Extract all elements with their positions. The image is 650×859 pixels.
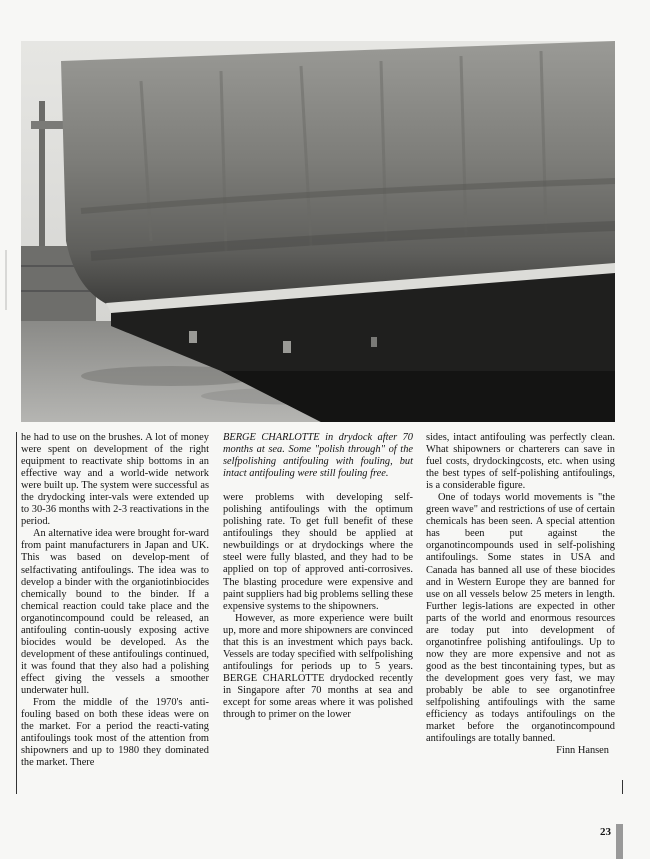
paragraph: One of todays world movements is "the green wave" and restrictions of use of certain chemicals has been seen. A special attention has been put against the organotincompounds used in self-polishing antifoulings. Some states in USA and Canada has banned all use of these biocides and in Western Europe they are banned for use on all vessels below 25 meters in length. Further legis-lations are expected in other parts of the world and enormous resources are today put into development of organotinfree polishing antifoulings. Up to now they are more expensive and not as good as the best tincontaining types, but as the development goes very fast, we may probably be able to see organotinfree selfpolishing antifoulings with the same efficiency as todays antifoulings on the market before the organotincompound antifoulings are totally banned. xyxy=(426,492,615,745)
page-tab-marker xyxy=(616,824,623,859)
page-number: 23 xyxy=(600,826,611,838)
page-edge-mark xyxy=(5,250,7,310)
column-2 xyxy=(223,432,413,721)
paragraph: From the middle of the 1970's anti-fouling based on both these ideas were on the market. For a period the reacti-vating antifoulings took most of the attention from shipowners and up to 1980 they dominated the market. There xyxy=(21,697,209,769)
column-1 xyxy=(21,432,209,769)
ship-hull-illustration xyxy=(21,41,615,422)
paragraph: sides, intact antifouling was perfectly clean. What shipowners or charterers can save in fuel costs, drydockingcosts, etc. when using the best types of self-polishing antifoulings, is a considerable figure. xyxy=(426,432,615,492)
paragraph: An alternative idea were brought for-ward from paint manufacturers in Japan and UK. This was based on develop-ment of selfactivating antifoulings. The idea was to develop a binder with the organiotinbiocides chemically bound to the binder. If a chemical reaction could take place and the organotincompound could be released, an antifouling contin-uously exposing active biocides would be developed. As the development of these antifoulings continued, it was found that they also had a polishing effect giving the vessels a smoother underwater hull. xyxy=(21,528,209,696)
paragraph: he had to use on the brushes. A lot of money were spent on development of the right equipment to reactivate ship bottoms in an effective way and a world-wide network were built up. The system were successful as the drydocking inter-vals were extended up to 30-36 months with 2-3 reactivations in the period. xyxy=(21,432,209,528)
paragraph: However, as more experience were built up, more and more shipowners are convinced that this is an investment which pays back. Vessels are today specified with selfpolishing antifoulings for periods up to 5 years. BERGE CHARLOTTE drydocked recently in Singapore after 70 months at sea and except for some areas where it was polished through to primer on the lower xyxy=(223,612,413,721)
paragraph: were problems with developing self-polishing antifoulings with the optimum polishing rate. To get full benefit of these antifoulings they should be applied at newbuildings or at drydockings where the steel were fully blasted, and they had to be applied on top of approved anti-corrosives. The blasting procedure were expensive and paint suppliers had big problems selling these expensive systems to the shipowners. xyxy=(223,492,413,612)
photo-caption: BERGE CHARLOTTE in drydock after 70 months at sea. Some "polish through" of the selfpolishing antifouling with fouling, but intact antifouling were still fouling free. xyxy=(223,432,413,480)
ship-hull-photo xyxy=(21,41,615,422)
column-3 xyxy=(426,432,615,757)
column-rule-left xyxy=(16,432,17,794)
author-signature: Finn Hansen xyxy=(556,745,609,757)
column-rule-right xyxy=(622,780,623,794)
